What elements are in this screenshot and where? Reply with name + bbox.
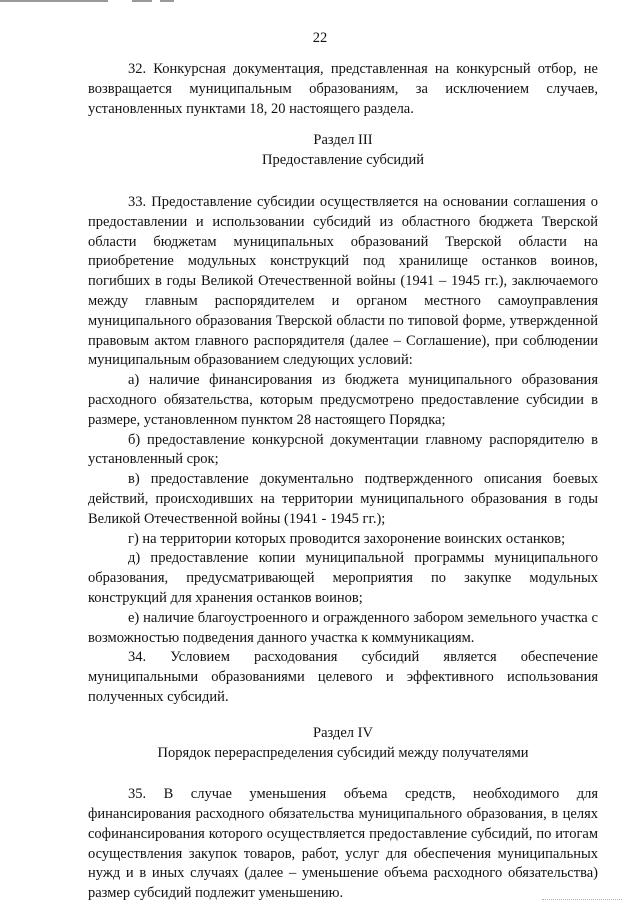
document-body: [88, 60, 598, 904]
paragraph-34: 34. Условием расходования субсидий является обеспечение муниципальными образованиями целевого и эффективного использования полученных субсидий.: [88, 649, 598, 705]
scan-artifact-line: [160, 0, 174, 2]
condition-item-g: г) на территории которых проводится захоронение воинских останков;: [128, 530, 566, 547]
condition-item-v: в) предоставление документально подтвержденного описания боевых действий, происходивших на территории муниципального образования в годы Великой Отечественной войны (1941 - 1945 гг.);: [88, 471, 598, 527]
condition-item-e: е) наличие благоустроенного и огражденного забором земельного участка с возможностью подведения данного участка к коммуникациям.: [88, 609, 598, 646]
scan-artifact-dots: [542, 899, 622, 902]
page-number: 22: [312, 30, 328, 46]
section-4-number: Раздел IV: [313, 724, 373, 741]
scan-artifact-line: [0, 0, 108, 2]
section-4-title: Порядок перераспределения субсидий между получателями: [157, 744, 529, 761]
spacer: [88, 171, 598, 193]
condition-item-b: б) предоставление конкурсной документации главному распорядителю в установленный срок;: [88, 431, 598, 468]
condition-item-a: а) наличие финансирования из бюджета муниципального образования расходного обязательства, которым предусмотрено предоставление субсидии в размере, установленном пунктом 28 настоящего Порядка;: [88, 372, 598, 428]
scan-artifact-line: [132, 0, 152, 2]
spacer: [88, 763, 598, 785]
paragraph-33: 33. Предоставление субсидии осуществляется на основании соглашения о предоставлении и использовании субсидий из областного бюджета Тверской области бюджетам муниципальных образований Тверской области на приобретение модульных конструкций под хранилище останков воинов, погибших в годы Великой Отечественной войны (1941 – 1945 гг.), заключаемого между главным распорядителем и органом местного самоуправления муниципального образования Тверской области по типовой форме, утвержденной правовым актом главного распорядителя (далее – Соглашение), при соблюдении муниципальным образованием следующих условий:: [88, 193, 598, 369]
spacer: [88, 119, 598, 131]
paragraph-32: 32. Конкурсная документация, представленная на конкурсный отбор, не возвращается муниципальным образованиям, за исключением случаев, установленных пунктами 18, 20 настоящего раздела.: [88, 61, 598, 117]
paragraph-35: 35. В случае уменьшения объема средств, необходимого для финансирования расходного обязательства муниципального образования, в целях софинансирования которого осуществляется предоставление субсидий, по итогам осуществления закупок товаров, работ, услуг для обеспечения муниципальных нужд и в иных случаях (далее – уменьшение объема расходного обязательства) размер субсидий подлежит уменьшению.: [88, 786, 598, 902]
spacer: [88, 708, 598, 724]
section-3-title: Предоставление субсидий: [261, 152, 425, 169]
condition-item-d: д) предоставление копии муниципальной программы муниципального образования, предусматривающей мероприятия по закупке модульных конструкций для хранения останков воинов;: [88, 550, 598, 606]
section-3-number: Раздел III: [313, 132, 373, 149]
